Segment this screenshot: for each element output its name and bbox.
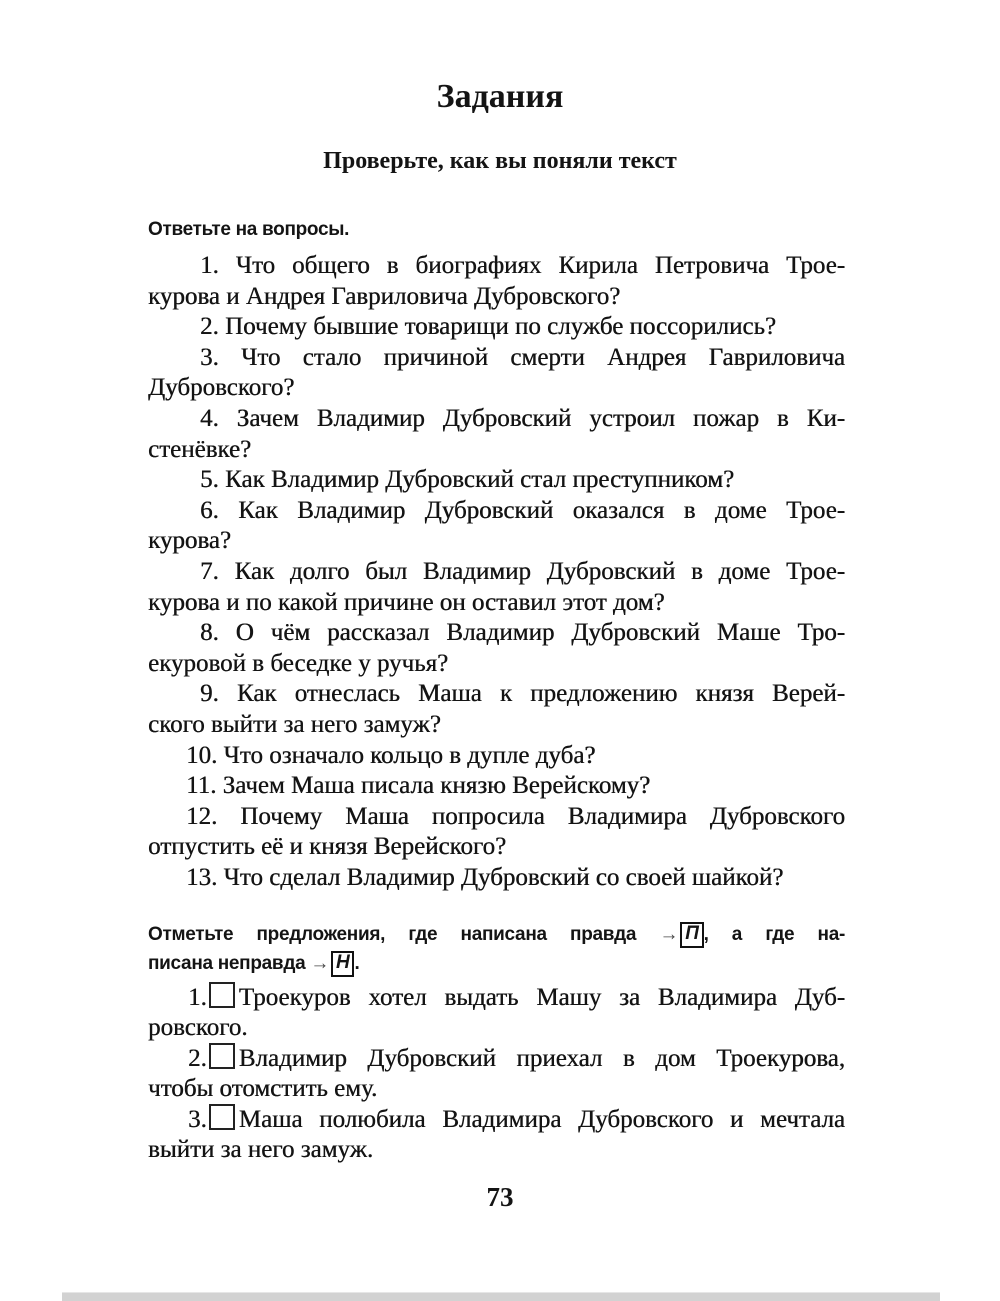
arrow-icon: → bbox=[310, 953, 330, 974]
question-item: 9. Как отнеслась Маша к предложению князя Верей- bbox=[200, 680, 845, 708]
instruction-text: , а где на- bbox=[703, 924, 845, 945]
statement-number: 1. bbox=[188, 984, 207, 1011]
statement-item bbox=[148, 1104, 845, 1135]
question-item: 4. Зачем Владимир Дубровский устроил пожар в Ки- bbox=[200, 404, 845, 432]
questions-list bbox=[148, 251, 845, 893]
false-key-box: Н bbox=[331, 951, 354, 977]
instruction-text: писана неправда bbox=[148, 953, 306, 974]
statement-item bbox=[148, 982, 845, 1013]
answer-checkbox[interactable] bbox=[209, 982, 235, 1008]
statement-text: Владимир Дубровский приехал в дом Троекурова, bbox=[238, 1045, 845, 1073]
statements-list bbox=[148, 982, 845, 1166]
question-item: 13. Что сделал Владимир Дубровский со своей шайкой? bbox=[186, 863, 784, 891]
question-item-continuation: стенёвке? bbox=[148, 435, 252, 463]
question-item-continuation: курова и по какой причине он оставил этот дом? bbox=[148, 588, 665, 616]
statement-text-continuation: чтобы отомстить ему. bbox=[148, 1074, 378, 1102]
questions-instruction: Ответьте на вопросы. bbox=[148, 219, 350, 240]
question-item-continuation: отпустить её и князя Верейского? bbox=[148, 833, 507, 861]
answer-checkbox[interactable] bbox=[209, 1104, 235, 1130]
true-key-box: П bbox=[680, 922, 703, 948]
question-item: 5. Как Владимир Дубровский стал преступником? bbox=[200, 466, 735, 494]
question-item: 7. Как долго был Владимир Дубровский в доме Трое- bbox=[200, 557, 845, 585]
statement-text-continuation: ровского. bbox=[148, 1013, 248, 1041]
instruction-text: . bbox=[354, 953, 360, 974]
page-title: Задания bbox=[436, 78, 564, 115]
question-item-continuation: курова и Андрея Гавриловича Дубровского? bbox=[148, 282, 621, 310]
question-item: 6. Как Владимир Дубровский оказался в доме Трое- bbox=[200, 496, 845, 524]
statement-text: Троекуров хотел выдать Машу за Владимира Дуб- bbox=[238, 984, 845, 1011]
statement-number: 2. bbox=[188, 1045, 207, 1073]
statement-item bbox=[148, 1043, 845, 1074]
question-item: 2. Почему бывшие товарищи по службе поссорились? bbox=[200, 313, 776, 341]
question-item: 12. Почему Маша попросила Владимира Дубровского bbox=[186, 802, 845, 830]
question-item-continuation: ского выйти за него замуж? bbox=[148, 710, 441, 738]
arrow-icon: → bbox=[659, 924, 679, 945]
question-item-continuation: Дубровского? bbox=[148, 374, 295, 402]
question-item: 8. О чём рассказал Владимир Дубровский Маше Тро- bbox=[200, 619, 845, 647]
statement-text-continuation: выйти за него замуж. bbox=[148, 1135, 374, 1163]
statement-number: 3. bbox=[188, 1106, 207, 1134]
statement-text: Маша полюбила Владимира Дубровского и мечтала bbox=[238, 1106, 845, 1134]
question-item-continuation: екуровой в беседке у ручья? bbox=[148, 649, 449, 677]
answer-checkbox[interactable] bbox=[209, 1043, 235, 1069]
question-item: 11. Зачем Маша писала князю Верейскому? bbox=[186, 772, 651, 800]
question-item: 10. Что означало кольцо в дупле дуба? bbox=[186, 741, 596, 769]
section-subtitle: Проверьте, как вы поняли текст bbox=[323, 148, 677, 174]
page-number: 73 bbox=[486, 1182, 514, 1212]
question-item-continuation: курова? bbox=[148, 527, 231, 555]
question-item: 3. Что стало причиной смерти Андрея Гавриловича bbox=[200, 343, 845, 371]
question-item: 1. Что общего в биографиях Кирила Петровича Трое- bbox=[200, 252, 845, 279]
instruction-text: Отметьте предложения, где написана правда bbox=[148, 924, 637, 945]
true-false-instruction bbox=[148, 920, 845, 978]
